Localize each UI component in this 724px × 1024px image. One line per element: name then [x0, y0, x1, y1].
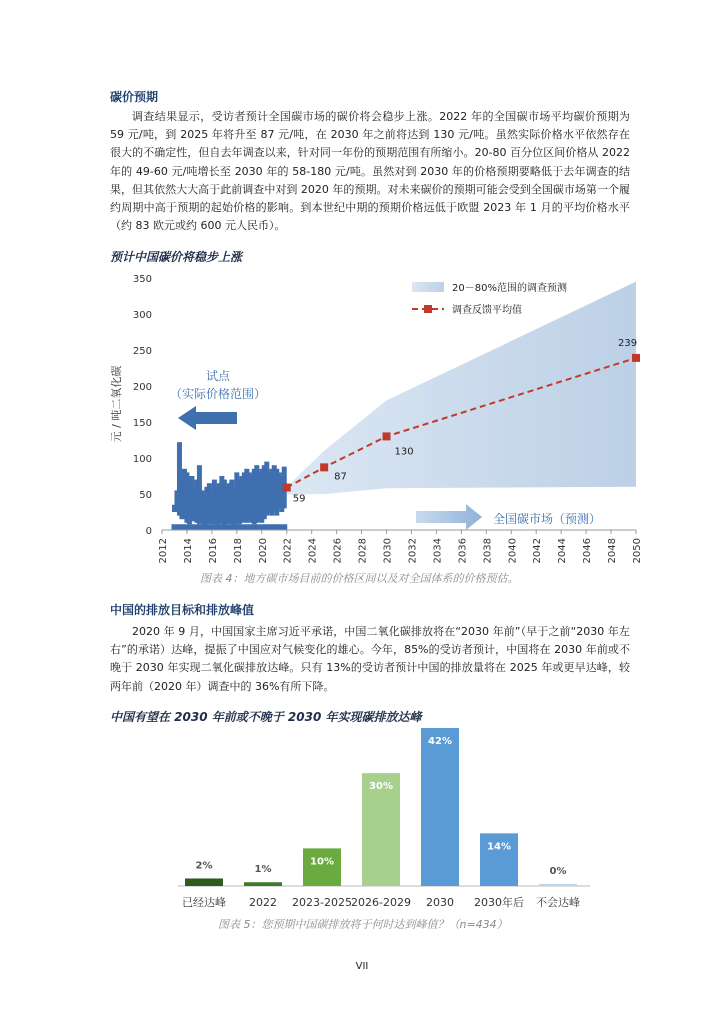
- bar-value-label: 1%: [254, 864, 272, 876]
- peak-year-chart: [0, 720, 724, 920]
- mean-data-label: 87: [334, 471, 347, 483]
- y-tick-label: 250: [132, 346, 152, 357]
- mean-data-label: 130: [394, 446, 414, 458]
- x-tick-label: 2030: [382, 538, 394, 564]
- section-heading-carbon-price: 碳价预期: [110, 90, 159, 104]
- category-label: 不会达峰: [536, 896, 580, 909]
- pilot-annotation-sublabel: （实际价格范围）: [169, 387, 267, 401]
- category-label: 已经达峰: [182, 896, 226, 909]
- x-tick-label: 2026: [332, 538, 344, 564]
- mean-data-label: 239: [618, 337, 638, 349]
- x-tick-label: 2020: [257, 538, 269, 564]
- mean-point: [283, 484, 291, 492]
- x-tick-label: 2038: [482, 538, 494, 564]
- x-tick-label: 2014: [182, 538, 194, 564]
- y-tick-label: 300: [132, 310, 152, 321]
- y-tick-label: 150: [132, 418, 152, 429]
- bar-4: [421, 728, 459, 886]
- bar-value-label: 10%: [310, 856, 334, 868]
- page-number: VII: [355, 961, 369, 972]
- x-tick-label: 2036: [457, 538, 469, 564]
- bar-6: [539, 884, 577, 886]
- x-tick-label: 2012: [158, 538, 169, 564]
- figure-5-caption: 图表 5：您预期中国碳排放将于何时达到峰值？（n=434）: [218, 918, 508, 931]
- section-heading-emission-peak: 中国的排放目标和排放峰值: [110, 603, 255, 617]
- mean-point: [383, 432, 391, 440]
- x-tick-label: 2046: [582, 538, 594, 564]
- bar-value-label: 0%: [549, 866, 567, 877]
- pilot-annotation-label: 试点: [205, 369, 231, 383]
- legend-swatch-band: [412, 282, 444, 292]
- x-tick-label: 2032: [407, 538, 419, 564]
- bar-value-label: 14%: [487, 841, 511, 853]
- x-tick-label: 2018: [232, 538, 244, 564]
- bar-value-label: 42%: [428, 736, 452, 747]
- legend-label-mean: 调查反馈平均值: [452, 305, 522, 316]
- x-tick-label: 2022: [282, 538, 294, 564]
- x-tick-label: 2040: [507, 538, 519, 564]
- figure-4-caption: 图表 4：地方碳市场目前的价格区间以及对全国体系的价格预估。: [200, 572, 519, 585]
- x-tick-label: 2024: [307, 538, 319, 564]
- mean-point: [320, 463, 328, 471]
- bar-0: [185, 878, 223, 886]
- y-tick-label: 200: [132, 382, 152, 393]
- y-tick-label: 350: [132, 274, 152, 285]
- category-label: 2030年后: [474, 896, 524, 909]
- x-tick-label: 2042: [532, 538, 544, 564]
- national-arrow-icon: [416, 504, 482, 530]
- national-annotation-label: 全国碳市场（预测）: [493, 512, 602, 526]
- pilot-price-bar: [171, 524, 287, 530]
- paragraph-carbon-price: 调查结果显示，受访者预计全国碳市场的碳价将会稳步上涨。2022 年的全国碳市场平均碳价预期为 59 元/吨，到 2025 年将升至 87 元/吨，在 2030 年之前将达到 130 元/吨。虽然实际价格水平依然存在很大的不确定性，但自去年调查以来，针对同一年份的预期范围有所缩小。20-80 百分位区间价格从 2022 年的 49-60 元/吨增长至 2030 年的 58-180 元/吨。虽然对到 2030 年的价格预期要略低于去年调查的结果，但其依然大大高于此前调查中对到 2020 年的预期。对未来碳价的预期可能会受到全国碳市场第一个履约周期中高于预期的起始价格的影响。到本世纪中期的预期价格远低于欧盟 2023 年 1 月的平均价格水平（约 83 欧元或约 600 元人民币）。: [110, 110, 630, 233]
- y-tick-label: 100: [132, 454, 152, 465]
- x-tick-label: 2016: [207, 538, 219, 564]
- category-label: 2023-2025: [292, 896, 352, 909]
- mean-data-label: 59: [292, 493, 306, 505]
- legend-swatch-mean-marker: [424, 305, 432, 313]
- paragraph-emission-peak: 2020 年 9 月，中国国家主席习近平承诺，中国二氧化碳排放将在“2030 年前”（早于之前“2030 年左右”的承诺）达峰，提振了中国应对气候变化的雄心。今年，85%的受访者预计，中国将在 2030 年前或不晚于 2030 年实现二氧化碳排放达峰。只有 13%的受访者预计中国的排放量将在 2025 年或更早达峰，较两年前（2020 年）调查中的 36%有所下降。: [110, 625, 630, 693]
- x-tick-label: 2034: [432, 538, 444, 564]
- carbon-price-chart: [0, 266, 724, 596]
- bar-value-label: 2%: [195, 860, 213, 872]
- x-tick-label: 2050: [632, 538, 643, 564]
- category-label: 2030: [426, 896, 454, 909]
- category-label: 2022: [249, 896, 277, 909]
- x-tick-label: 2028: [357, 538, 369, 564]
- x-tick-label: 2048: [607, 538, 619, 564]
- figure-4-title: 预计中国碳价将稳步上涨: [110, 250, 243, 264]
- y-axis-label: 元 / 吨二氧化碳: [110, 365, 123, 443]
- mean-point: [632, 354, 640, 362]
- pilot-arrow-icon: [178, 406, 237, 430]
- figure-5-title: 中国有望在 2030 年前或不晚于 2030 年实现碳排放达峰: [110, 710, 422, 724]
- category-label: 2026-2029: [351, 896, 411, 909]
- bar-value-label: 30%: [369, 781, 393, 793]
- y-tick-label: 50: [139, 490, 152, 501]
- y-tick-label: 0: [145, 526, 152, 537]
- legend-label-band: 20－80%范围的调查预测: [452, 283, 567, 294]
- bar-1: [244, 882, 282, 886]
- x-tick-label: 2044: [557, 538, 569, 564]
